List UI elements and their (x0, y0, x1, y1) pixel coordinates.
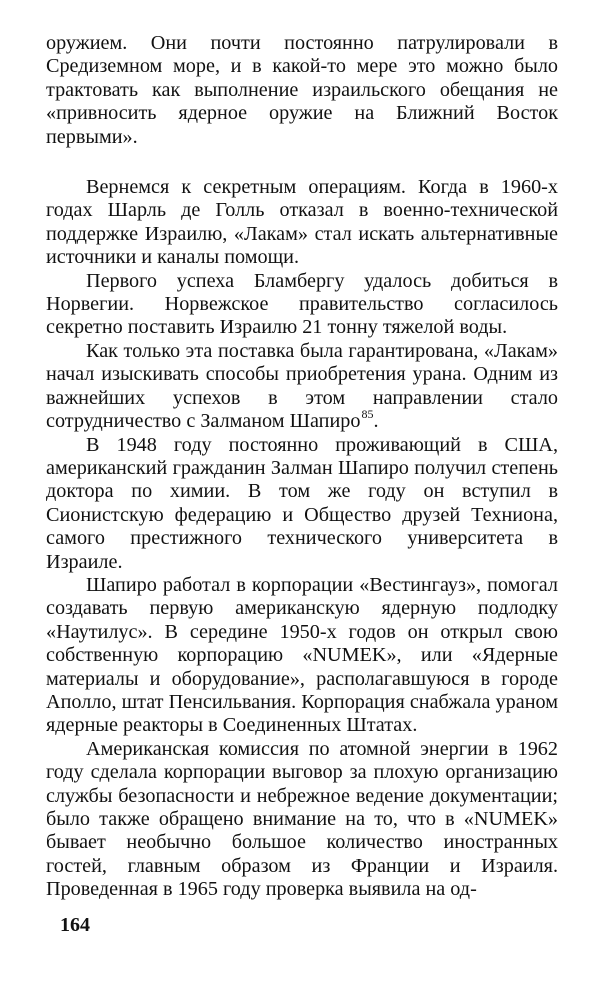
paragraph-7: Американская комиссия по атомной энергии в 1962 году сделала корпорации выговор за плохую организацию службы безопасности и небрежное ведение документации; было также обращено внимание на то, что в «NUMEK» бывает необычно большое количество иностранных гостей, главным образом из Франции и Израиля. Проведенная в 1965 году проверка выявила на од- (46, 737, 558, 901)
page-number: 164 (60, 914, 90, 936)
paragraph-3: Первого успеха Бламбергу удалось добиться в Норвегии. Норвежское правительство согласилось секретно поставить Израилю 21 тонну тяжелой воды. (46, 269, 558, 339)
paragraph-5: В 1948 году постоянно проживающий в США, американский гражданин Залман Шапиро получил степень доктора по химии. В том же году он вступил в Сионистскую федерацию и Общество друзей Техниона, самого престижного технического университета в Израиле. (46, 433, 558, 573)
paragraph-2: Вернемся к секретным операциям. Когда в 1960-х годах Шарль де Голль отказал в военно-технической поддержке Израилю, «Лакам» стал искать альтернативные источники и каналы помощи. (46, 176, 558, 269)
paragraph-4-tail: . (373, 410, 379, 433)
paragraph-1: оружием. Они почти постоянно патрулировали в Средиземном море, и в какой-то мере это можно было трактовать как выполнение израильского обещания не «привносить ядерное оружие на Ближний Восток первыми». (46, 32, 558, 148)
paragraph-4-text: Как только эта поставка была гарантирована, «Лакам» начал изыскивать способы приобретения урана. Одним из важнейших успехов в этом направлении стало сотрудничество с Залманом Шапиро (46, 339, 558, 433)
paragraph-6: Шапиро работал в корпорации «Вестингауз», помогал создавать первую американскую ядерную подлодку «Наутилус». В середине 1950-х годов он открыл свою собственную корпорацию «NUMEK», или «Ядерные материалы и оборудование», располагавшуюся в городе Аполло, штат Пенсильвания. Корпорация снабжала ураном ядерные реакторы в Соединенных Штатах. (46, 573, 558, 737)
section-gap (46, 149, 558, 176)
footnote-reference: 85 (361, 407, 374, 422)
paragraph-4 (46, 340, 558, 434)
page-body (46, 32, 558, 902)
